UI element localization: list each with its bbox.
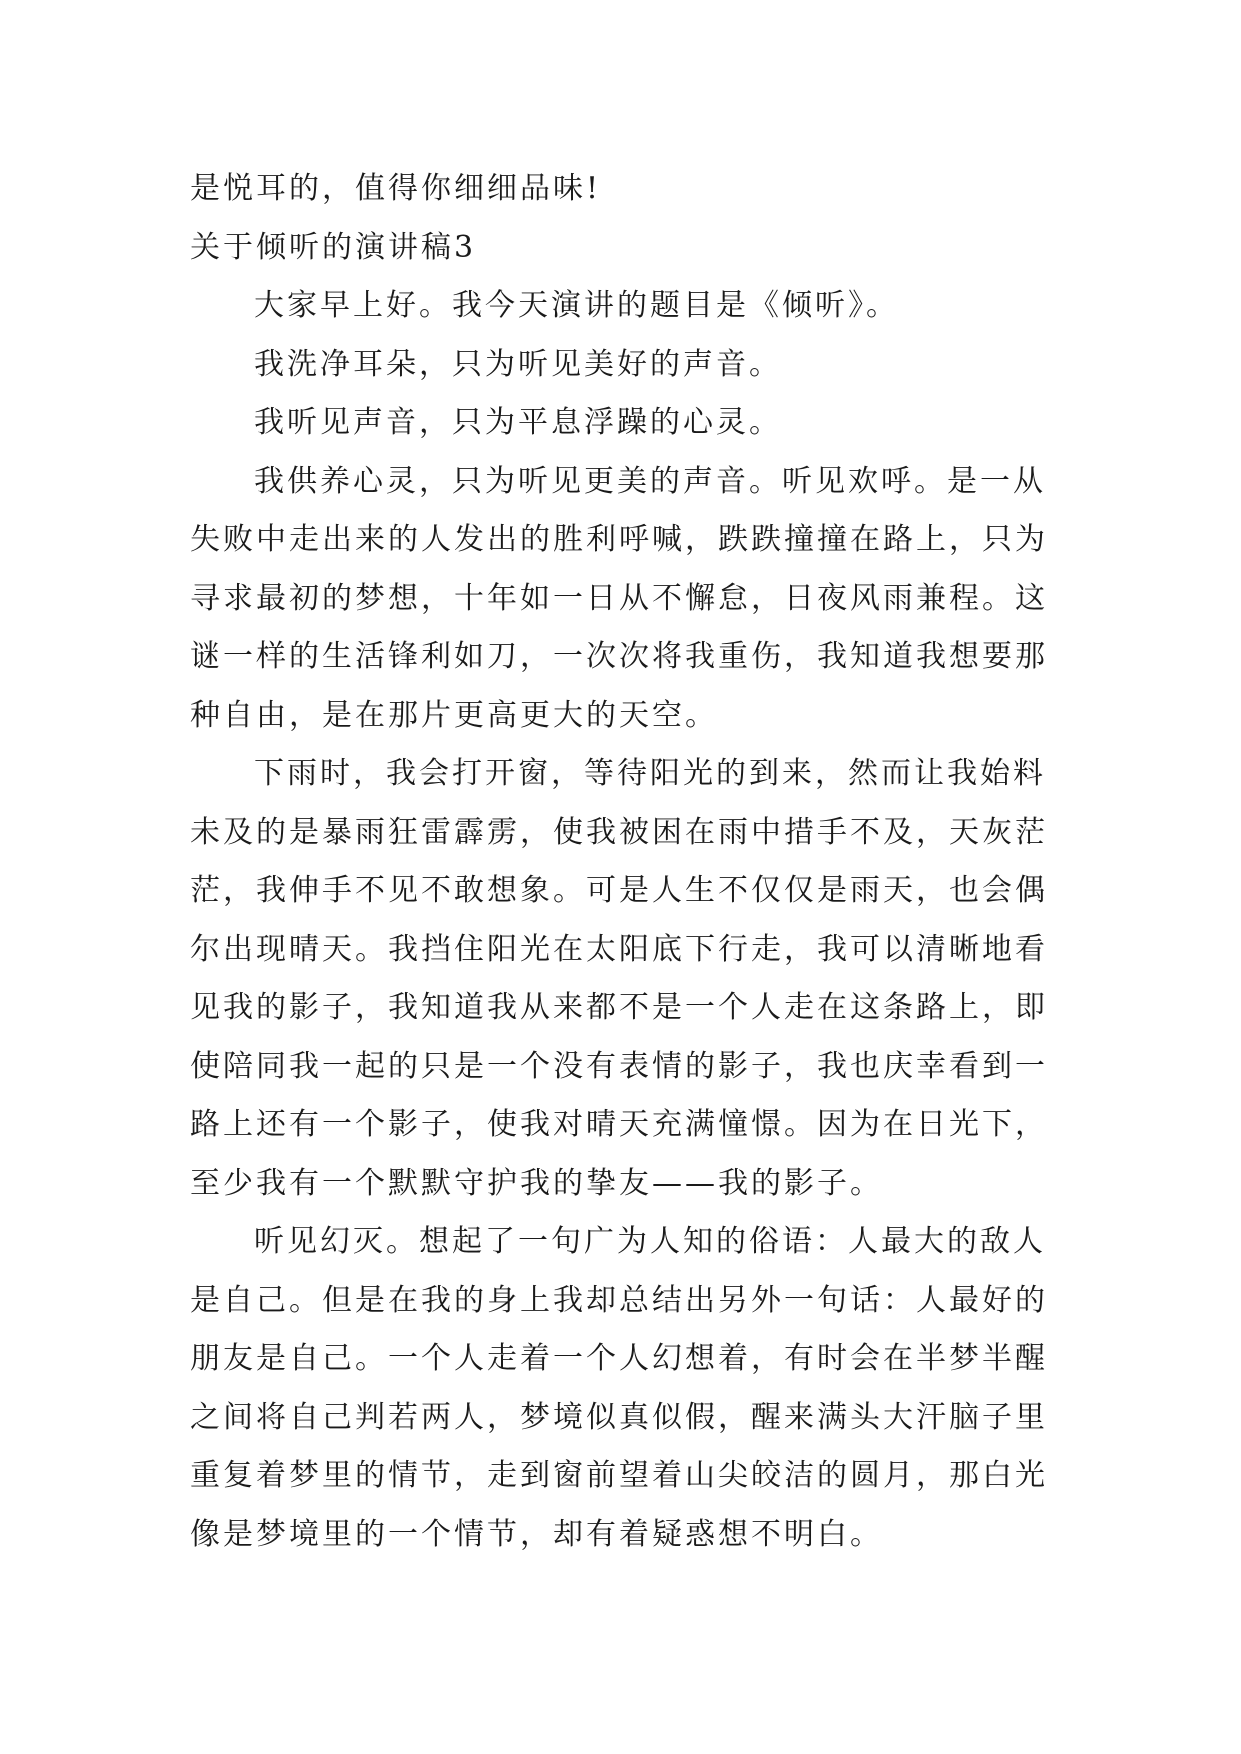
text-line: 种自由，是在那片更高更大的天空。 — [190, 697, 718, 733]
text-line: 大家早上好。我今天演讲的题目是《倾听》。 — [254, 288, 899, 323]
text-line: 寻求最初的梦想，十年如一日从不懈怠，日夜风雨兼程。这 — [190, 580, 1048, 616]
text-line: 至少我有一个默默守护我的挚友——我的影子。 — [190, 1165, 883, 1201]
text-line: 尔出现晴天。我挡住阳光在太阳底下行走，我可以清晰地看 — [190, 931, 1048, 967]
text-line: 是悦耳的，值得你细细品味! — [190, 171, 602, 206]
text-line: 之间将自己判若两人，梦境似真似假，醒来满头大汗脑子里 — [190, 1399, 1048, 1435]
text-line: 使陪同我一起的只是一个没有表情的影子，我也庆幸看到一 — [190, 1048, 1048, 1084]
document-body — [190, 160, 1050, 1564]
text-line: 朋友是自己。一个人走着一个人幻想着，有时会在半梦半醒 — [190, 1341, 1048, 1376]
text-line: 我洗净耳朵，只为听见美好的声音。 — [254, 346, 782, 382]
text-line: 未及的是暴雨狂雷霹雳，使我被困在雨中措手不及，天灰茫 — [190, 814, 1048, 850]
text-line: 我听见声音，只为平息浮躁的心灵。 — [254, 405, 782, 440]
text-line: 是自己。但是在我的身上我却总结出另外一句话：人最好的 — [190, 1282, 1048, 1318]
text-line: 听见幻灭。想起了一句广为人知的俗语：人最大的敌人 — [254, 1224, 1046, 1259]
text-line: 路上还有一个影子，使我对晴天充满憧憬。因为在日光下， — [190, 1107, 1048, 1142]
text-line: 下雨时，我会打开窗，等待阳光的到来，然而让我始料 — [254, 756, 1046, 791]
text-line: 见我的影子，我知道我从来都不是一个人走在这条路上，即 — [190, 990, 1048, 1025]
section-title: 关于倾听的演讲稿3 — [190, 229, 477, 265]
text-line: 重复着梦里的情节，走到窗前望着山尖皎洁的圆月，那白光 — [190, 1458, 1048, 1493]
text-line: 我供养心灵，只为听见更美的声音。听见欢呼。是一从 — [254, 463, 1046, 499]
text-line: 像是梦境里的一个情节，却有着疑惑想不明白。 — [190, 1516, 883, 1552]
text-line: 茫，我伸手不见不敢想象。可是人生不仅仅是雨天，也会偶 — [190, 873, 1048, 908]
text-line: 失败中走出来的人发出的胜利呼喊，跌跌撞撞在路上，只为 — [190, 522, 1048, 557]
text-line: 谜一样的生活锋利如刀，一次次将我重伤，我知道我想要那 — [190, 639, 1048, 674]
